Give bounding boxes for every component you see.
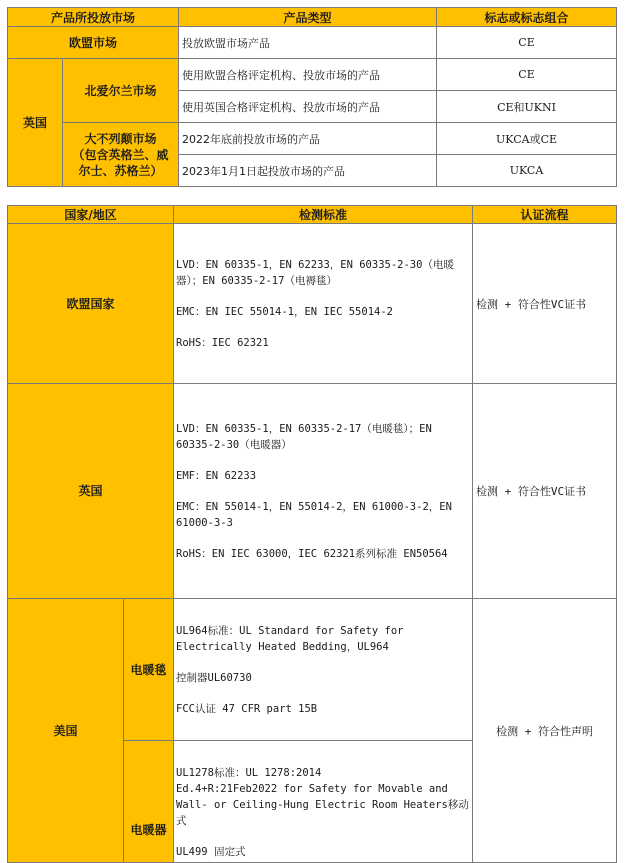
eu-market-cell: 欧盟市场	[8, 27, 179, 59]
standard-line: Electrically Heated Bedding，UL964	[176, 641, 389, 653]
standard-line: FCC认证 47 CFR part 15B	[176, 703, 318, 715]
eu-region-cell: 欧盟国家	[8, 224, 174, 384]
standard-line: LVD：EN 60335-1，EN 60335-2-17（电暖毯）；EN	[176, 423, 432, 435]
header-market: 产品所投放市场	[8, 8, 179, 27]
standard-line: 61000-3-3	[176, 517, 233, 529]
standard-line: 器）；EN 60335-2-17（电褥毯）	[176, 275, 337, 287]
standard-line: 式	[176, 815, 187, 827]
ni-mark-cell: CE	[437, 59, 617, 91]
uk-process-cell: 检测 + 符合性VC证书	[473, 384, 617, 599]
ni-market-cell: 北爱尔兰市场	[63, 59, 179, 123]
market-marking-table	[7, 7, 617, 187]
blanket-standards-cell	[174, 599, 473, 741]
gb-market-label-line: 尔士、苏格兰）	[78, 163, 163, 178]
header-standards: 检测标准	[174, 206, 473, 224]
eu-standards-cell	[174, 224, 473, 384]
header-mark: 标志或标志组合	[437, 8, 617, 27]
gb-mark-cell: UKCA	[437, 155, 617, 187]
gb-market-cell	[63, 123, 179, 187]
standard-line: 60335-2-30（电暖器）	[176, 439, 292, 451]
electric-heater-cell: 电暖器	[124, 741, 174, 863]
us-region-cell: 美国	[8, 599, 124, 863]
standard-line: UL1278标准：UL 1278:2014	[176, 767, 322, 779]
eu-process-cell: 检测 + 符合性VC证书	[473, 224, 617, 384]
header-product-type: 产品类型	[179, 8, 437, 27]
gb-mark-cell: UKCA或CE	[437, 123, 617, 155]
electric-blanket-cell: 电暖毯	[124, 599, 174, 741]
gb-product-cell: 2022年底前投放市场的产品	[179, 123, 437, 155]
ni-mark-cell: CE和UKNI	[437, 91, 617, 123]
uk-standards-cell	[174, 384, 473, 599]
gb-market-label-line: （包含英格兰、威	[72, 147, 169, 162]
heater-standards-cell	[174, 741, 473, 863]
standard-line: RoHS：EN IEC 63000，IEC 62321系列标准 EN50564	[176, 548, 448, 560]
standard-line: 控制器UL60730	[176, 672, 252, 684]
uk-cell: 英国	[8, 59, 63, 187]
standard-line: EMF：EN 62233	[176, 470, 257, 482]
ni-product-cell: 使用英国合格评定机构、投放市场的产品	[179, 91, 437, 123]
standard-line: EMC：EN 55014-1，EN 55014-2，EN 61000-3-2，EN	[176, 501, 452, 513]
uk-region-cell: 英国	[8, 384, 174, 599]
standard-line: UL964标准：UL Standard for Safety for	[176, 625, 404, 637]
header-process: 认证流程	[473, 206, 617, 224]
standard-line: Ed.4+R:21Feb2022 for Safety for Movable and	[176, 783, 448, 795]
eu-product-cell: 投放欧盟市场产品	[179, 27, 437, 59]
gb-market-label-line: 大不列颠市场	[84, 131, 157, 146]
standard-line: RoHS：IEC 62321	[176, 337, 269, 349]
gb-product-cell: 2023年1月1日起投放市场的产品	[179, 155, 437, 187]
header-region: 国家/地区	[8, 206, 174, 224]
eu-mark-cell: CE	[437, 27, 617, 59]
us-process-cell: 检测 + 符合性声明	[473, 599, 617, 863]
standard-line: Wall- or Ceiling-Hung Electric Room Heaters移动	[176, 799, 469, 811]
standard-line: LVD：EN 60335-1，EN 62233，EN 60335-2-30（电暖	[176, 259, 454, 271]
standard-line: UL499 固定式	[176, 846, 246, 858]
ni-product-cell: 使用欧盟合格评定机构、投放市场的产品	[179, 59, 437, 91]
standard-line: EMC：EN IEC 55014-1，EN IEC 55014-2	[176, 306, 393, 318]
standards-table	[7, 205, 617, 863]
